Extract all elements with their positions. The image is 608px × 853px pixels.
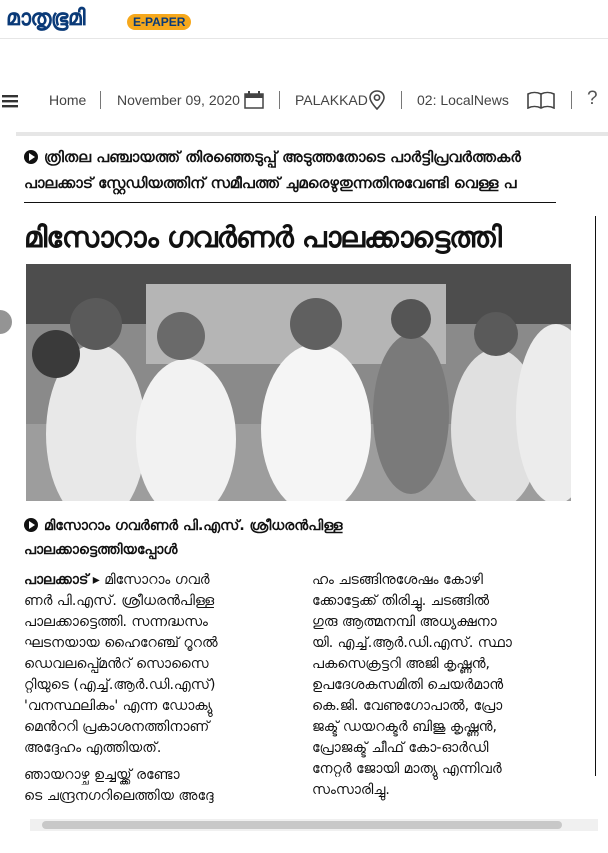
article-line: ണർ പി.എസ്. ശ്രീധരൻപിള്ള [24, 593, 215, 609]
article-line: കെ.ജി. വേണുഗോപാൽ, പ്രോ [312, 698, 503, 714]
column-rule [595, 216, 596, 776]
article-line: പ്രോജക്ട് ചീഫ് കോ-ഓർഡി [312, 740, 489, 756]
article-line: യി. എച്ച്.ആർ.ഡി.എസ്. സ്ഥാ [312, 635, 512, 651]
e-paper-badge: E-PAPER [127, 14, 191, 30]
home-link[interactable]: Home [49, 92, 87, 108]
article-headline[interactable]: മിസോറാം ഗവർണർ പാലക്കാട്ടെത്തി [24, 220, 501, 254]
article-line: ഡെവലപ്പ്മെൻറ് സൊസൈ [24, 656, 209, 672]
article-column-1[interactable] [24, 570, 286, 807]
navigation-bar [0, 84, 608, 116]
article-line: പാലക്കാട്ടെത്തി. സന്നദ്ധസം [24, 614, 208, 630]
top-bar [0, 0, 608, 39]
photo-caption[interactable]: പാലക്കാട്ടെത്തിയപ്പോൾ [24, 542, 178, 558]
article-line: അദ്ദേഹം എത്തിയത്. [24, 740, 162, 756]
article-line: റ്റിയുടെ (എച്ച്.ആർ.ഡി.എസ്) [24, 677, 216, 693]
teaser-line[interactable]: ത്രിതല പഞ്ചായത്ത് തിരഞ്ഞെടുപ്പ് അടുത്തതോടെ പാർട്ടിപ്രവർത്തകർ [24, 148, 521, 166]
article-line: ടെ ചന്ദ്രനഗറിലെത്തിയ അദ്ദേ [24, 788, 214, 804]
teaser-line[interactable]: പാലക്കാട് സ്റ്റേഡിയത്തിന് സമീപത്ത് ചുമരെഴുതുന്നതിനുവേണ്ടി വെള്ള പ [24, 174, 517, 192]
dateline: പാലക്കാട് [24, 572, 89, 588]
article-line: ഞായറാഴ്ച ഉച്ചയ്ക്ക് രണ്ടോ [24, 767, 180, 783]
play-bullet-icon [24, 518, 38, 532]
mathrubhumi-logo[interactable]: മാതൃഭൂമി [6, 6, 86, 31]
horizontal-scrollbar[interactable] [30, 819, 598, 831]
article-line: പകസെക്രട്ടറി അജി കൃഷ്ണൻ, [312, 656, 491, 672]
divider [401, 91, 402, 109]
play-bullet-icon [24, 150, 38, 164]
location-pin-icon[interactable] [369, 90, 385, 110]
edition-selector[interactable]: PALAKKAD [295, 92, 368, 108]
article-line: 'വനസ്ഥലികം' എന്ന ഡോക്യു [24, 698, 213, 714]
article-line: ഗുരു ആത്മനമ്പി അധ്യക്ഷനാ [312, 614, 497, 630]
article-line: നേറ്റർ ജോയി മാത്യു എന്നിവർ [312, 761, 502, 777]
article-photo[interactable] [26, 264, 571, 501]
article-line: മെൻററി പ്രകാശനത്തിനാണ് [24, 719, 210, 735]
hamburger-icon[interactable] [2, 94, 18, 108]
article-line: പാലക്കാട് ▸ മിസോറാം ഗവർ [24, 572, 210, 588]
article-line: സംസാരിച്ചു. [312, 782, 390, 798]
divider [571, 91, 572, 109]
divider [100, 91, 101, 109]
article-line: ഘടനയായ ഹൈറേഞ്ച് റൂറൽ [24, 635, 218, 651]
previous-page-arrow-icon[interactable] [0, 310, 12, 334]
article-line: ക്കോട്ടേക്ക് തിരിച്ചു. ചടങ്ങിൽ [312, 593, 490, 609]
divider-rule [24, 202, 556, 203]
article-column-2[interactable] [312, 570, 584, 801]
date-selector[interactable]: November 09, 2020 [117, 92, 240, 108]
help-icon[interactable]: ? [587, 88, 598, 109]
dateline-arrow-icon: ▸ [92, 572, 100, 588]
article-line: ഉപദേശകസമിതി ചെയർമാൻ [312, 677, 504, 693]
photo-caption[interactable]: മിസോറാം ഗവർണർ പി.എസ്. ശ്രീധരൻപിള്ള [24, 518, 343, 534]
article-line: ഹം ചടങ്ങിനുശേഷം കോഴി [312, 572, 483, 588]
newspaper-page [16, 136, 608, 832]
article-line: ജക്ട് ഡയറക്ടർ ബിജു കൃഷ്ണൻ, [312, 719, 497, 735]
page-selector[interactable]: 02: LocalNews [417, 92, 509, 108]
scrollbar-thumb[interactable] [42, 821, 562, 829]
divider [279, 91, 280, 109]
page-viewer[interactable] [16, 132, 608, 832]
open-book-icon[interactable] [527, 91, 555, 109]
calendar-icon[interactable] [244, 91, 264, 109]
